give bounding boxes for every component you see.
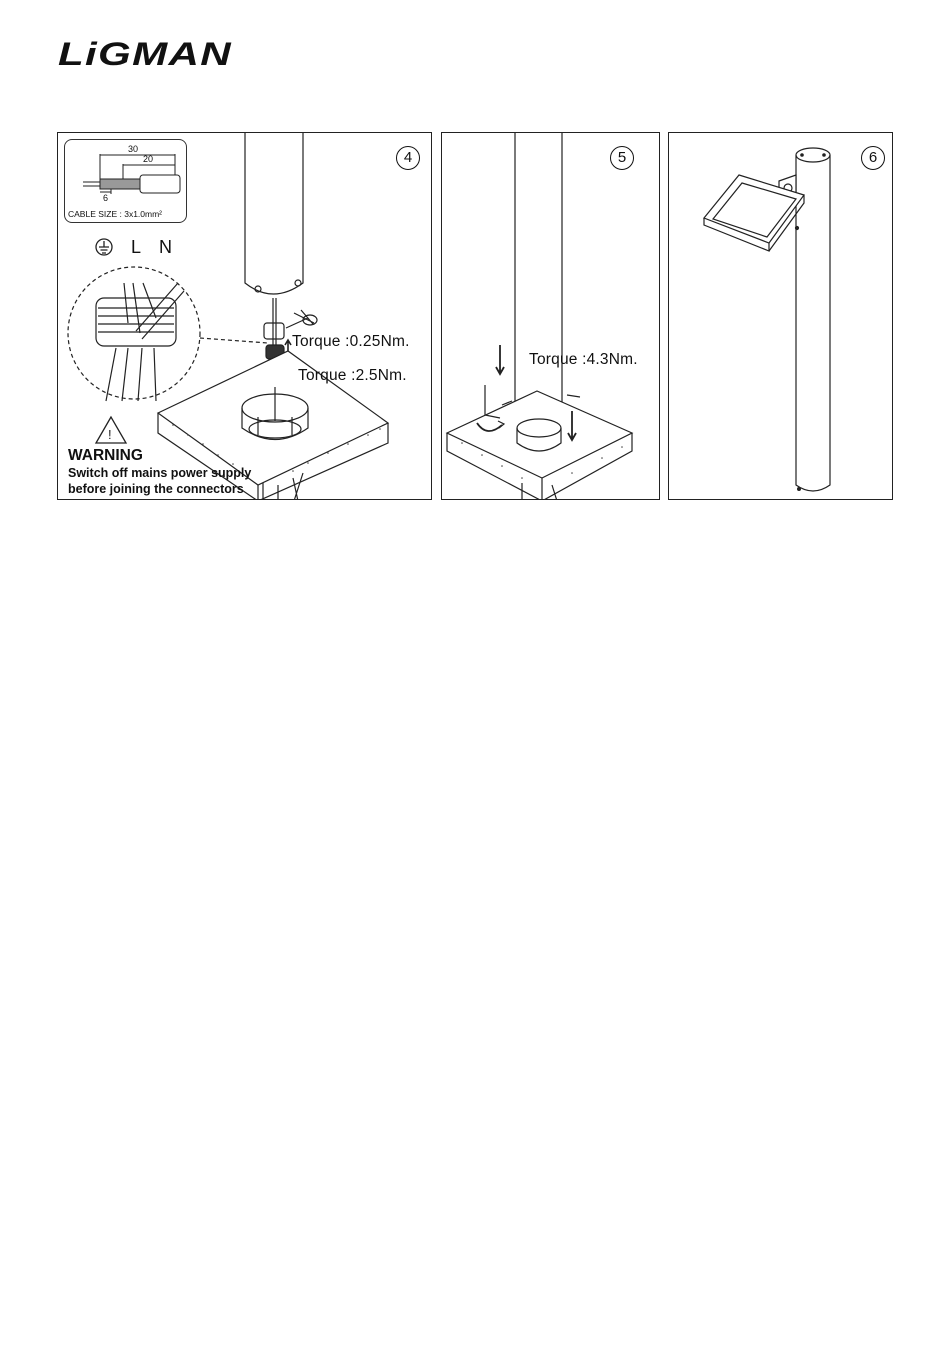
torque-pole-label: Torque :4.3Nm. <box>529 351 638 368</box>
svg-text:!: ! <box>108 427 112 442</box>
warning-triangle-icon <box>96 417 126 443</box>
step-number-5: 5 <box>610 146 634 170</box>
step-5-illustration <box>442 133 660 500</box>
warning-line-2: before joining the connectors <box>68 482 244 496</box>
cable-size-label: CABLE SIZE : 3x1.0mm² <box>68 209 162 219</box>
torque-connector-label: Torque :0.25Nm. <box>292 333 410 350</box>
step-6-panel <box>668 132 893 500</box>
torque-gland-label: Torque :2.5Nm. <box>298 367 407 384</box>
neutral-terminal-label: N <box>159 237 172 257</box>
dimension-30: 30 <box>128 144 139 154</box>
dimension-6: 6 <box>103 193 109 203</box>
earth-ground-icon <box>96 239 112 255</box>
step-5-panel <box>441 132 660 500</box>
dimension-20: 20 <box>143 154 154 164</box>
warning-line-1: Switch off mains power supply <box>68 466 252 480</box>
step-4-panel <box>57 132 432 500</box>
step-number-4: 4 <box>396 146 420 170</box>
cable-strip-diagram <box>64 139 187 223</box>
step-6-illustration <box>669 133 893 500</box>
live-terminal-label: L <box>131 237 142 257</box>
step-number-6: 6 <box>861 146 885 170</box>
warning-title: WARNING <box>68 447 143 464</box>
ligman-logo <box>56 36 236 70</box>
svg-text:LiGMAN: LiGMAN <box>58 36 232 70</box>
